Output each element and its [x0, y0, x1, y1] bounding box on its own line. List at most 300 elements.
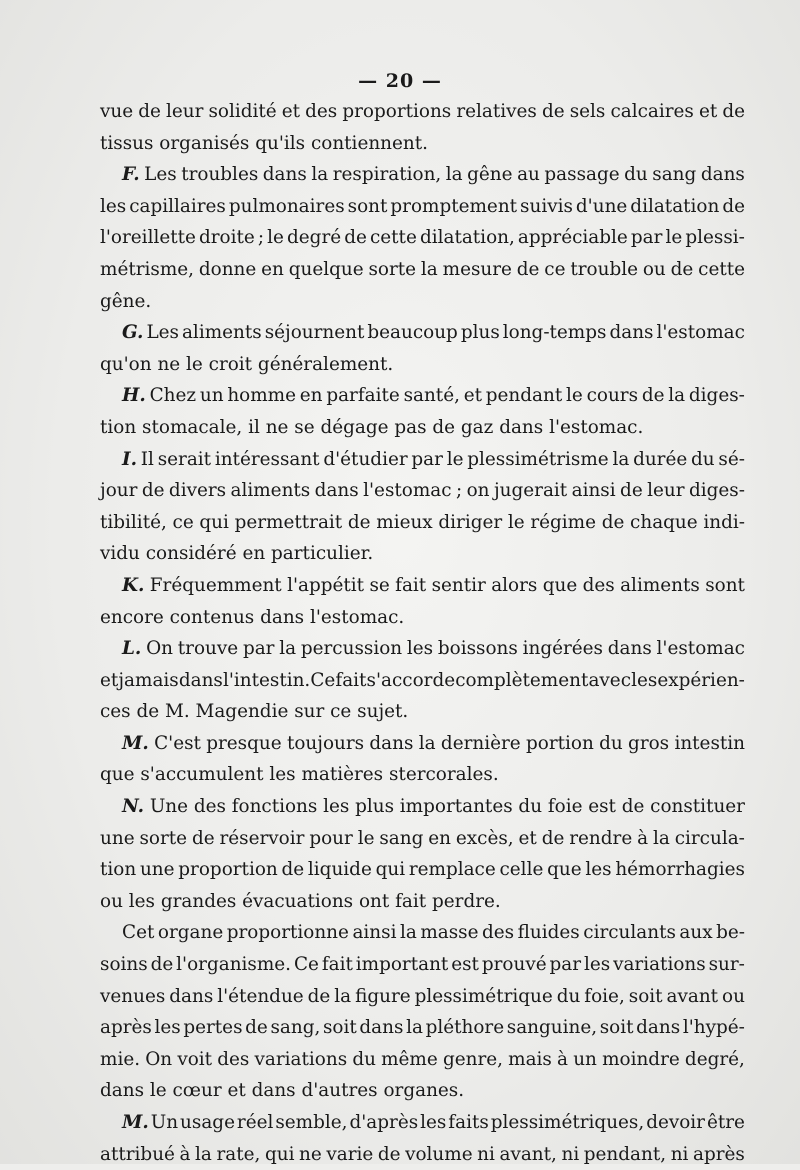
word: à: [637, 827, 649, 849]
word: pertes: [183, 1017, 243, 1039]
word: qu'on: [100, 353, 158, 375]
word: fait: [395, 574, 427, 596]
word: trouve: [177, 638, 239, 660]
word: semble,: [275, 1112, 348, 1133]
word: la: [311, 164, 329, 186]
word: au: [517, 164, 540, 186]
word: dilatation: [630, 195, 720, 217]
word: Ce: [310, 669, 336, 691]
word: moindre: [602, 1048, 680, 1070]
text-line: [100, 191, 745, 223]
word: dans: [369, 732, 414, 754]
word: devoir: [646, 1112, 705, 1133]
word: l'organisme.: [176, 954, 292, 976]
text-line: [100, 538, 745, 570]
word: gaz: [460, 416, 500, 438]
word: droite: [198, 227, 255, 249]
word: mesure: [442, 258, 512, 280]
word: l'estomac: [363, 480, 452, 502]
word: la: [420, 258, 438, 280]
word: proportions: [342, 101, 452, 122]
word: stercorales.: [388, 764, 499, 786]
word: le: [186, 353, 209, 375]
word: ni: [670, 1143, 689, 1165]
word: beaucoup: [367, 322, 458, 344]
word: réel: [236, 1112, 274, 1133]
word: vidu: [100, 543, 146, 565]
word: des: [305, 101, 338, 122]
word: fonctions: [231, 796, 318, 818]
word: pour: [309, 827, 353, 849]
text-line: [100, 380, 745, 412]
word: de: [191, 827, 215, 849]
word: jour: [100, 480, 138, 502]
word: voit: [177, 1048, 213, 1070]
word: de: [516, 258, 540, 280]
word: Fréquemment: [149, 574, 282, 596]
word: ont: [358, 890, 396, 912]
word: homme: [227, 385, 297, 407]
word: fluides: [517, 922, 580, 944]
word: Un: [150, 1112, 179, 1133]
word: parfaite: [326, 385, 400, 407]
text-line: [100, 854, 745, 886]
word: l'hypé-: [682, 1017, 745, 1039]
word: On: [146, 638, 174, 660]
word: que: [100, 764, 141, 786]
section-letter: K.: [122, 574, 145, 596]
word: sels: [569, 101, 606, 122]
word: de: [541, 827, 565, 849]
word: vue: [100, 101, 134, 122]
word: toujours: [286, 732, 365, 754]
word: pléthore: [425, 1017, 505, 1039]
word: plus: [355, 796, 395, 818]
word: du: [691, 448, 715, 470]
word: les: [406, 638, 434, 660]
word: expérien-: [657, 669, 745, 691]
text-line: [100, 159, 745, 191]
word: variations: [254, 1048, 348, 1070]
word: leur: [165, 101, 204, 122]
word: par: [411, 448, 443, 470]
section-letter: M.: [122, 1112, 149, 1133]
word: ainsi: [352, 922, 397, 944]
word: respiration,: [332, 164, 442, 186]
section-letter: G.: [122, 322, 144, 344]
text-line: [100, 286, 745, 318]
text-line: [100, 886, 745, 918]
word: plessimétrique: [414, 985, 553, 1007]
word: avant: [666, 985, 719, 1007]
word: sur: [294, 701, 331, 723]
word: l'estomac.: [309, 606, 405, 628]
word: gros: [628, 732, 670, 754]
word: qu'ils: [255, 132, 311, 154]
text-line: [100, 507, 745, 539]
word: donne: [198, 258, 257, 280]
word: proportionne: [226, 922, 349, 944]
word: importantes: [399, 796, 513, 818]
text-line: [100, 222, 745, 254]
word: du: [556, 985, 581, 1007]
word: cette: [369, 227, 417, 249]
text-line: [100, 570, 745, 602]
section-letter: I.: [122, 448, 138, 470]
word: du: [599, 732, 623, 754]
word: grandes: [160, 890, 243, 912]
word: tion: [100, 416, 143, 438]
word: en: [428, 827, 451, 849]
section-letter: N.: [122, 796, 145, 818]
word: cette: [698, 258, 745, 280]
word: généralement.: [257, 353, 394, 375]
word: faits: [448, 1112, 489, 1133]
word: fait: [321, 954, 353, 976]
word: trouble: [570, 258, 638, 280]
word: les: [154, 1017, 181, 1039]
word: sont: [347, 195, 388, 217]
word: contenus: [169, 606, 261, 628]
word: de: [138, 101, 161, 122]
word: degré: [287, 227, 342, 249]
word: des: [217, 1048, 250, 1070]
word: remplace: [408, 859, 496, 881]
word: le: [566, 385, 583, 407]
word: sorte: [139, 827, 188, 849]
word: matières: [301, 764, 389, 786]
word: après: [693, 1143, 745, 1165]
word: Cet: [122, 922, 155, 944]
section-letter: M.: [122, 732, 149, 754]
text-line: [100, 665, 745, 697]
text-line: [100, 128, 745, 160]
word: cœur: [172, 1080, 228, 1102]
word: est: [451, 954, 479, 976]
word: de: [601, 511, 625, 533]
word: qui: [375, 859, 406, 881]
word: dans: [262, 164, 307, 186]
word: solidité: [208, 101, 277, 122]
word: le: [267, 227, 284, 249]
word: excès,: [455, 827, 514, 849]
text-line: [100, 1107, 745, 1139]
text-line: [100, 412, 745, 444]
word: rate,: [216, 1143, 261, 1165]
text-line: [100, 633, 745, 665]
word: be-: [716, 922, 745, 944]
word: C'est: [154, 732, 201, 754]
word: et: [281, 101, 301, 122]
word: de: [344, 227, 367, 249]
word: genre,: [442, 1048, 503, 1070]
word: de: [150, 954, 174, 976]
word: varie: [326, 1143, 374, 1165]
word: qui: [264, 1143, 295, 1165]
section-letter: F.: [122, 164, 140, 186]
text-line: [100, 254, 745, 286]
word: venues: [100, 985, 166, 1007]
word: et: [518, 827, 537, 849]
word: tibilité,: [100, 511, 167, 533]
text-line: [100, 317, 745, 349]
word: de: [141, 480, 165, 502]
word: soit: [599, 1017, 634, 1039]
word: ou: [100, 890, 129, 912]
word: l'estomac.: [549, 416, 644, 438]
word: de: [621, 796, 645, 818]
word: presque: [206, 732, 282, 754]
text-line: [100, 475, 745, 507]
word: d'étudier: [323, 448, 408, 470]
word: sang: [652, 164, 697, 186]
word: troubles: [181, 164, 259, 186]
word: des: [482, 922, 515, 944]
word: se: [369, 574, 390, 596]
word: quelque: [288, 258, 364, 280]
word: la: [334, 985, 352, 1007]
word: diges-: [688, 385, 745, 407]
text-line: [100, 728, 745, 760]
word: l'estomac: [656, 322, 745, 344]
word: de: [307, 985, 331, 1007]
word: s'accumulent: [140, 764, 270, 786]
word: dans: [100, 1080, 150, 1102]
word: évacuations: [242, 890, 359, 912]
text-line: [100, 791, 745, 823]
word: de: [722, 101, 745, 122]
word: sentir: [431, 574, 486, 596]
word: que: [547, 859, 582, 881]
word: aliments: [181, 322, 262, 344]
word: la: [612, 448, 630, 470]
word: passage: [544, 164, 620, 186]
word: être: [706, 1112, 745, 1133]
word: les: [128, 890, 161, 912]
word: pendant: [485, 385, 563, 407]
word: ne: [157, 353, 187, 375]
word: après: [100, 1017, 152, 1039]
word: dans: [314, 480, 359, 502]
word: organe: [157, 922, 224, 944]
word: et: [227, 1080, 252, 1102]
word: par: [242, 638, 275, 660]
word: en: [242, 543, 272, 565]
word: l'intestin.: [222, 669, 311, 691]
word: contiennent.: [310, 132, 428, 154]
section-letter: H.: [122, 385, 146, 407]
word: du: [624, 164, 648, 186]
word: indi-: [703, 511, 745, 533]
word: jugerait: [493, 480, 568, 502]
word: organisés: [159, 132, 256, 154]
word: aliments: [230, 480, 311, 502]
word: ;: [455, 480, 463, 502]
word: croit: [208, 353, 258, 375]
word: d'une: [575, 195, 628, 217]
word: dernière: [440, 732, 521, 754]
word: on: [466, 480, 490, 502]
word: le: [665, 227, 683, 249]
word: sorte: [368, 258, 417, 280]
word: considéré: [145, 543, 243, 565]
word: la: [399, 922, 417, 944]
word: plus: [460, 322, 500, 344]
word: la: [279, 638, 297, 660]
word: complètement: [455, 669, 589, 691]
word: le: [507, 511, 525, 533]
word: diriger: [438, 511, 503, 533]
word: tissus: [100, 132, 160, 154]
text-line: [100, 444, 745, 476]
word: permettrait: [234, 511, 343, 533]
word: ou: [642, 258, 666, 280]
word: ne: [299, 1143, 322, 1165]
word: ce: [172, 511, 194, 533]
word: ce: [544, 258, 566, 280]
word: la: [406, 1017, 423, 1039]
word: gêne: [467, 164, 513, 186]
word: mais: [508, 1048, 552, 1070]
word: ces: [100, 701, 137, 723]
word: serait: [157, 448, 212, 470]
word: aux: [679, 922, 713, 944]
word: capillaires: [129, 195, 226, 217]
word: suivis: [520, 195, 573, 217]
word: percussion: [300, 638, 403, 660]
word: volume: [405, 1143, 473, 1165]
word: à: [179, 1143, 191, 1165]
word: figure: [355, 985, 411, 1007]
word: ou: [722, 985, 745, 1007]
word: foie: [547, 796, 583, 818]
word: en: [261, 258, 284, 280]
word: dans: [178, 669, 223, 691]
word: sé-: [718, 448, 745, 470]
word: le: [446, 448, 464, 470]
word: pendant,: [583, 1143, 667, 1165]
word: intéressant: [214, 448, 320, 470]
word: soit: [322, 1017, 357, 1039]
word: pulmonaires: [228, 195, 345, 217]
word: du: [352, 1048, 376, 1070]
word: les: [583, 954, 611, 976]
word: cours: [586, 385, 639, 407]
word: degré,: [684, 1048, 745, 1070]
word: gêne.: [100, 290, 152, 312]
word: l'appétit: [287, 574, 365, 596]
word: un: [199, 385, 224, 407]
word: la: [195, 1143, 212, 1165]
text-line: [100, 602, 745, 634]
word: d'après: [349, 1112, 419, 1133]
word: chaque: [630, 511, 698, 533]
word: sont: [705, 574, 745, 596]
word: Magendie: [195, 701, 295, 723]
word: stomacale,: [142, 416, 249, 438]
word: de: [136, 701, 165, 723]
word: liquide: [307, 859, 372, 881]
word: sang,: [270, 1017, 321, 1039]
word: d'autres: [301, 1080, 384, 1102]
word: les: [585, 859, 612, 881]
word: de: [541, 101, 565, 122]
word: par: [549, 954, 582, 976]
word: intestin: [674, 732, 745, 754]
word: ne: [265, 416, 295, 438]
word: le: [149, 1080, 173, 1102]
word: sang: [379, 827, 424, 849]
word: rendre: [569, 827, 633, 849]
word: Les: [146, 322, 179, 344]
word: les: [100, 195, 127, 217]
word: les: [323, 796, 350, 818]
text-line: [100, 1075, 745, 1107]
word: dans: [609, 322, 654, 344]
word: Il: [140, 448, 154, 470]
word: dilatation,: [419, 227, 515, 249]
word: alors: [491, 574, 538, 596]
word: sur-: [708, 954, 745, 976]
text-line: [100, 349, 745, 381]
word: constituer: [650, 796, 745, 818]
word: une: [139, 859, 175, 881]
word: dans: [359, 1017, 404, 1039]
word: mie.: [100, 1048, 141, 1070]
word: masse: [420, 922, 479, 944]
word: soit: [628, 985, 663, 1007]
word: sanguine,: [506, 1017, 598, 1039]
text-line: [100, 1012, 745, 1044]
word: il: [248, 416, 266, 438]
word: même: [381, 1048, 438, 1070]
word: des: [193, 796, 226, 818]
text-line: [100, 759, 745, 791]
word: Chez: [149, 385, 197, 407]
word: santé,: [403, 385, 460, 407]
word: des: [582, 574, 615, 596]
word: ingérées: [522, 638, 603, 660]
word: perdre.: [432, 890, 501, 912]
word: qui: [199, 511, 229, 533]
text-line: [100, 696, 745, 728]
text-line: [100, 1139, 745, 1170]
word: promptement: [390, 195, 518, 217]
word: de: [670, 258, 694, 280]
word: Ce: [293, 954, 319, 976]
word: diges-: [688, 480, 745, 502]
word: On: [145, 1048, 173, 1070]
word: circula-: [674, 827, 745, 849]
text-line: [100, 981, 745, 1013]
word: la: [445, 164, 463, 186]
word: dans: [251, 1080, 302, 1102]
word: les: [631, 669, 658, 691]
word: et: [463, 385, 482, 407]
word: et: [698, 101, 718, 122]
word: fait: [335, 669, 367, 691]
word: régime: [530, 511, 596, 533]
word: s'accorde: [366, 669, 456, 691]
text-line: [100, 949, 745, 981]
word: se: [294, 416, 321, 438]
word: mieux: [376, 511, 433, 533]
word: séjournent: [264, 322, 365, 344]
word: fait: [395, 890, 433, 912]
word: avant,: [499, 1143, 557, 1165]
word: ce: [330, 701, 358, 723]
word: tion: [100, 859, 137, 881]
